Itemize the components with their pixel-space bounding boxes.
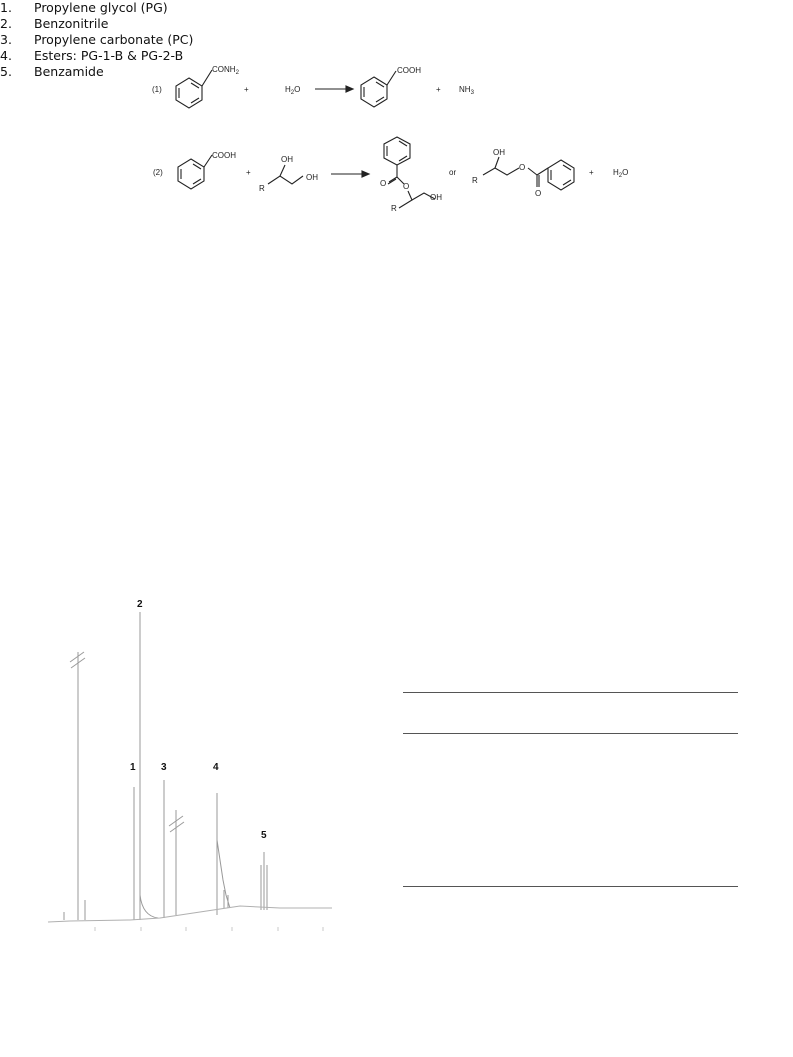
- legend-item: 2. Benzonitrile: [0, 16, 109, 31]
- plus-sign: +: [436, 85, 441, 94]
- svg-text:CONH2: $CONH_2$: [212, 65, 239, 76]
- r-group-label: R: [259, 184, 265, 193]
- or-label: or: [449, 168, 457, 177]
- benzoic-acid-ring-2: [178, 155, 212, 189]
- r-group-label: R: [472, 176, 478, 185]
- benzamide-ring: [176, 70, 212, 108]
- plus-sign: +: [246, 168, 251, 177]
- water-label: $H_2O$: [613, 168, 629, 179]
- peak-label-1: 1: [130, 762, 136, 773]
- ester-oxygen-label: O: [403, 182, 410, 191]
- plus-sign: +: [244, 85, 249, 94]
- reaction-2-number: (2): [153, 168, 163, 177]
- carbonyl-oxygen-label: O: [535, 189, 542, 198]
- carboxyl-group-label: COOH: [397, 66, 421, 75]
- legend-item: 4. Esters: PG-1-B & PG-2-B: [0, 48, 184, 63]
- hydroxyl-label: OH: [306, 173, 318, 182]
- legend-item: 1. Propylene glycol (PG): [0, 0, 168, 15]
- hydroxyl-label: OH: [493, 148, 505, 157]
- diol-skeleton: [268, 176, 303, 184]
- legend-item: 3. Propylene carbonate (PC): [0, 32, 194, 47]
- ammonia-label: $NH_3$: [459, 85, 474, 96]
- reaction-1-number: (1): [152, 85, 162, 94]
- hydroxyl-label: OH: [281, 155, 293, 164]
- ester-product-b: [483, 157, 574, 190]
- baseline: [48, 906, 332, 922]
- legend-item: 5. Benzamide: [0, 64, 104, 79]
- peak-label-4: 4: [213, 762, 219, 773]
- table-top-rule: [403, 692, 738, 693]
- peak-label-3: 3: [161, 762, 167, 773]
- peak-label-5: 5: [261, 830, 267, 841]
- table-bottom-rule: [403, 886, 738, 887]
- gc-chromatogram: [40, 590, 340, 960]
- peak-label-2: 2: [137, 599, 143, 610]
- carboxyl-group-label: COOH: [212, 151, 236, 160]
- ester-oxygen-label: O: [519, 163, 526, 172]
- ester-product-a: [384, 137, 435, 208]
- table-header-rule: [403, 733, 738, 734]
- hydroxyl-label: OH: [430, 193, 442, 202]
- plus-sign: +: [589, 168, 594, 177]
- reaction-scheme: [0, 0, 793, 240]
- benzoic-acid-ring: [361, 71, 396, 107]
- carbonyl-oxygen-label: O: [380, 179, 387, 188]
- amide-group-label: CONH: [212, 65, 236, 74]
- water-label: $H_2O$: [285, 85, 301, 96]
- r-group-label: R: [391, 204, 397, 213]
- time-axis-ticks: [95, 927, 323, 931]
